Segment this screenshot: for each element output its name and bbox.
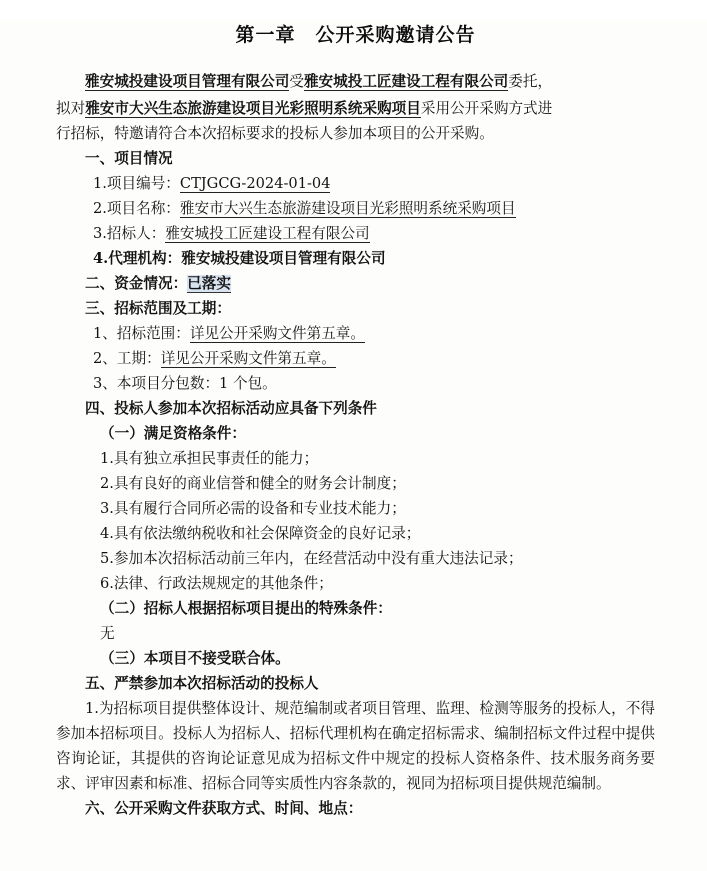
agency-row — [56, 246, 655, 271]
consortium-clause: （三）本项目不接受联合体。 — [100, 650, 290, 667]
project-name-label: 2.项目名称： — [93, 200, 180, 217]
duration-label: 2、工期： — [93, 350, 161, 367]
scope-value: 详见公开采购文件第五章。 — [189, 325, 365, 342]
section-heading-5: 五、严禁参加本次招标活动的投标人 — [85, 675, 319, 692]
condition-item: 2.具有良好的商业信誉和健全的财务会计制度； — [100, 475, 406, 492]
prohibited-bidders-paragraph: 1.为招标项目提供整体设计、规范编制或者项目管理、监理、检测等服务的投标人，不得参加本招标项目。投标人为招标人、招标代理机构在确定招标需求、编制招标文件过程中提供咨询论证，其提供的咨询论证意见成为招标文件中规定的投标人资格条件、技术服务商务要求、评审因素和标准、招标合同等实质性内容条款的，视同为招标项目提供规范编制。 — [56, 700, 655, 792]
tenderer-value: 雅安城投工匠建设工程有限公司 — [165, 225, 370, 242]
intro-paragraph-line3: 行招标，特邀请符合本次招标要求的投标人参加本项目的公开采购。 — [56, 125, 494, 142]
intro-client-name: 雅安城投工匠建设工程有限公司 — [303, 73, 509, 90]
page-title: 第一章 公开采购邀请公告 — [235, 24, 476, 46]
section-heading-1: 一、项目情况 — [85, 150, 173, 167]
section-heading-2 — [56, 271, 655, 296]
package-count-value: 1 个包。 — [219, 375, 277, 392]
condition-item: 1.具有独立承担民事责任的能力； — [100, 450, 319, 467]
package-count-label: 3、本项目分包数： — [93, 375, 220, 392]
project-number-row — [56, 171, 655, 196]
condition-item: 6.法律、行政法规规定的其他条件； — [100, 575, 333, 592]
duration-row — [56, 346, 655, 371]
qualification-heading: （一）满足资格条件： — [100, 425, 246, 442]
section-heading-6: 六、公开采购文件获取方式、时间、地点： — [85, 800, 363, 817]
special-conditions-value: 无 — [100, 625, 115, 642]
tenderer-row — [56, 221, 655, 246]
intro-project-name: 雅安市大兴生态旅游建设项目光彩照明系统采购项目 — [85, 100, 421, 117]
condition-item: 4.具有依法缴纳税收和社会保障资金的良好记录； — [100, 525, 421, 542]
tenderer-label: 3.招标人： — [93, 225, 166, 242]
project-number-label: 1.项目编号： — [93, 175, 180, 192]
intro-text-3: 拟对 — [56, 100, 86, 117]
special-conditions-heading: （二）招标人根据招标项目提出的特殊条件： — [100, 600, 392, 617]
funding-value: 已落实 — [187, 275, 231, 292]
intro-agency-name: 雅安城投建设项目管理有限公司 — [85, 73, 290, 90]
intro-text-4: 采用公开采购方式进 — [420, 100, 553, 117]
condition-item: 5.参加本次招标活动前三年内，在经营活动中没有重大违法记录； — [100, 550, 523, 567]
project-name-row — [56, 196, 655, 221]
package-count-row — [56, 371, 655, 396]
section-heading-4: 四、投标人参加本次招标活动应具备下列条件 — [85, 400, 377, 417]
agency-label: 4.代理机构： — [93, 250, 182, 267]
funding-label: 二、资金情况： — [85, 275, 188, 292]
condition-item: 3.具有履行合同所必需的设备和专业技术能力； — [100, 500, 406, 517]
scope-row — [56, 321, 655, 346]
intro-paragraph-line2 — [56, 96, 655, 121]
intro-text-1: 受 — [289, 73, 304, 90]
project-number-value: CTJGCG-2024-01-04 — [179, 175, 331, 192]
project-name-value: 雅安市大兴生态旅游建设项目光彩照明系统采购项目 — [179, 200, 516, 217]
duration-value: 详见公开采购文件第五章。 — [160, 350, 336, 367]
document-page — [0, 20, 707, 871]
scope-label: 1、招标范围： — [93, 325, 190, 342]
intro-paragraph — [56, 69, 655, 94]
intro-text-2: 委托， — [508, 73, 553, 90]
section-heading-3: 三、招标范围及工期： — [85, 300, 231, 317]
agency-value: 雅安城投建设项目管理有限公司 — [181, 250, 386, 267]
